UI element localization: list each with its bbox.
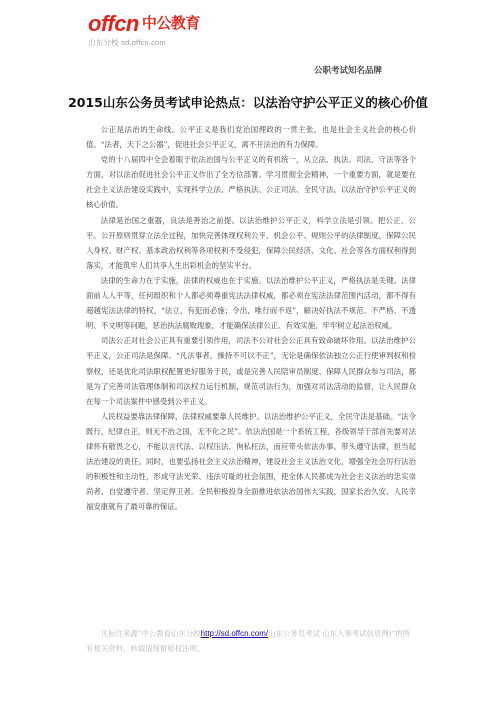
article-body — [86, 122, 416, 514]
offcn-logo[interactable] — [88, 12, 200, 48]
source-link[interactable]: http://sd.offcn.com/ — [200, 629, 269, 638]
logo-subtitle: 山东分校 sd.offcn.com — [88, 38, 166, 47]
logo-text-en: offcn — [88, 11, 139, 36]
article-paragraph: 人民权益要靠法律保障，法律权威要靠人民维护。以法治维护公平正义，全民守法是基础。“法令既行，纪律自正，则无不治之国，无不化之民”。依法治国是一个系统工程，各级领导干部首先要对法律怀有敬畏之心，不能以言代法、以权压法、徇私枉法，而应带头依法办事、带头遵守法律，担当起法治建设的责任。同时，也要弘扬社会主义法治精神，建设社会主义法治文化，增强全社会厉行法治的积极性和主动性，形成守法光荣、违法可耻的社会氛围，使全体人民都成为社会主义法治的忠实崇尚者、自觉遵守者、坚定捍卫者。全民积极投身全面推进依法治国伟大实践，国家长治久安、人民幸福安康就有了最可靠的保证。 — [86, 411, 416, 512]
copyright-suffix: 山东公务员考试 山东人事考试信息网)”的所有相关资料，转载请保留版权注明。 — [86, 629, 411, 653]
article-title: 2015山东公务员考试申论热点：以法治守护公平正义的核心价值 — [68, 95, 428, 110]
page-header — [0, 0, 496, 76]
article-paragraph: 法律的生命力在于实施，法律的权威也在于实施。以法治维护公平正义，严格执法是关键。法律面前人人平等，任何组织和个人都必须尊重宪法法律权威，都必须在宪法法律范围内活动，都不得有超越宪法法律的特权。“法立，有犯而必施；令出，唯行而不返”，解决好执法不规范、不严格、不透明、不文明等问题，惩治执法腐败现象，才能确保法律公正、有效实施，牢牢树立起法治权威。 — [86, 275, 416, 331]
article-paragraph: 公正是法治的生命线。公平正义是我们党治国理政的一贯主张，也是社会主义社会的核心价值。“法者，天下之公器”，促进社会公平正义，离不开法治的有力保障。 — [86, 125, 416, 150]
article-paragraph: 党的十八届四中全会着眼于依法治国与公平正义的有机统一，从立法、执法、司法、守法等各个方面，对以法治促进社会公平正义作出了全方位部署。学习贯彻全会精神，一个重要方面，就是要在社会主义法治建设实践中，实现科学立法、严格执法、公正司法、全民守法，以法治守护公平正义的核心价值。 — [86, 155, 416, 210]
brand-slogan: 公职考试知名品牌 — [314, 66, 383, 76]
copyright-notice — [86, 626, 416, 656]
copyright-prefix: 凡标注来源“中公教育山东分校 — [100, 629, 201, 638]
article-paragraph: 法律是治国之重器，良法是善治之前提。以法治维护公平正义，科学立法是引领。把公正、公平、公开原则贯穿立法全过程，加快完善体现权利公平、机会公平、规则公平的法律制度，保障公民人身权、财产权、基本政治权利等各项权利不受侵犯，保障公民经济、文化、社会等各方面权利得到落实，才能筑牢人们共享人生出彩机会的坚实平台。 — [86, 215, 416, 270]
logo-text-cn: 中公教育 — [141, 15, 200, 32]
article-paragraph: 司法公正对社会公正具有重要引领作用，司法不公对社会公正具有致命破坏作用。以法治维护公平正义，公正司法是保障。“凡法事者，操持不可以不正”，无论是确保依法独立公正行使审判权和检察权，还是优化司法职权配置更好服务于民，或是完善人民陪审员制度、保障人民群众参与司法，都是为了完善司法管理体制和司法权力运行机制，规范司法行为，加强对司法活动的监督，让人民群众在每一个司法案件中感受到公平正义。 — [86, 336, 416, 406]
